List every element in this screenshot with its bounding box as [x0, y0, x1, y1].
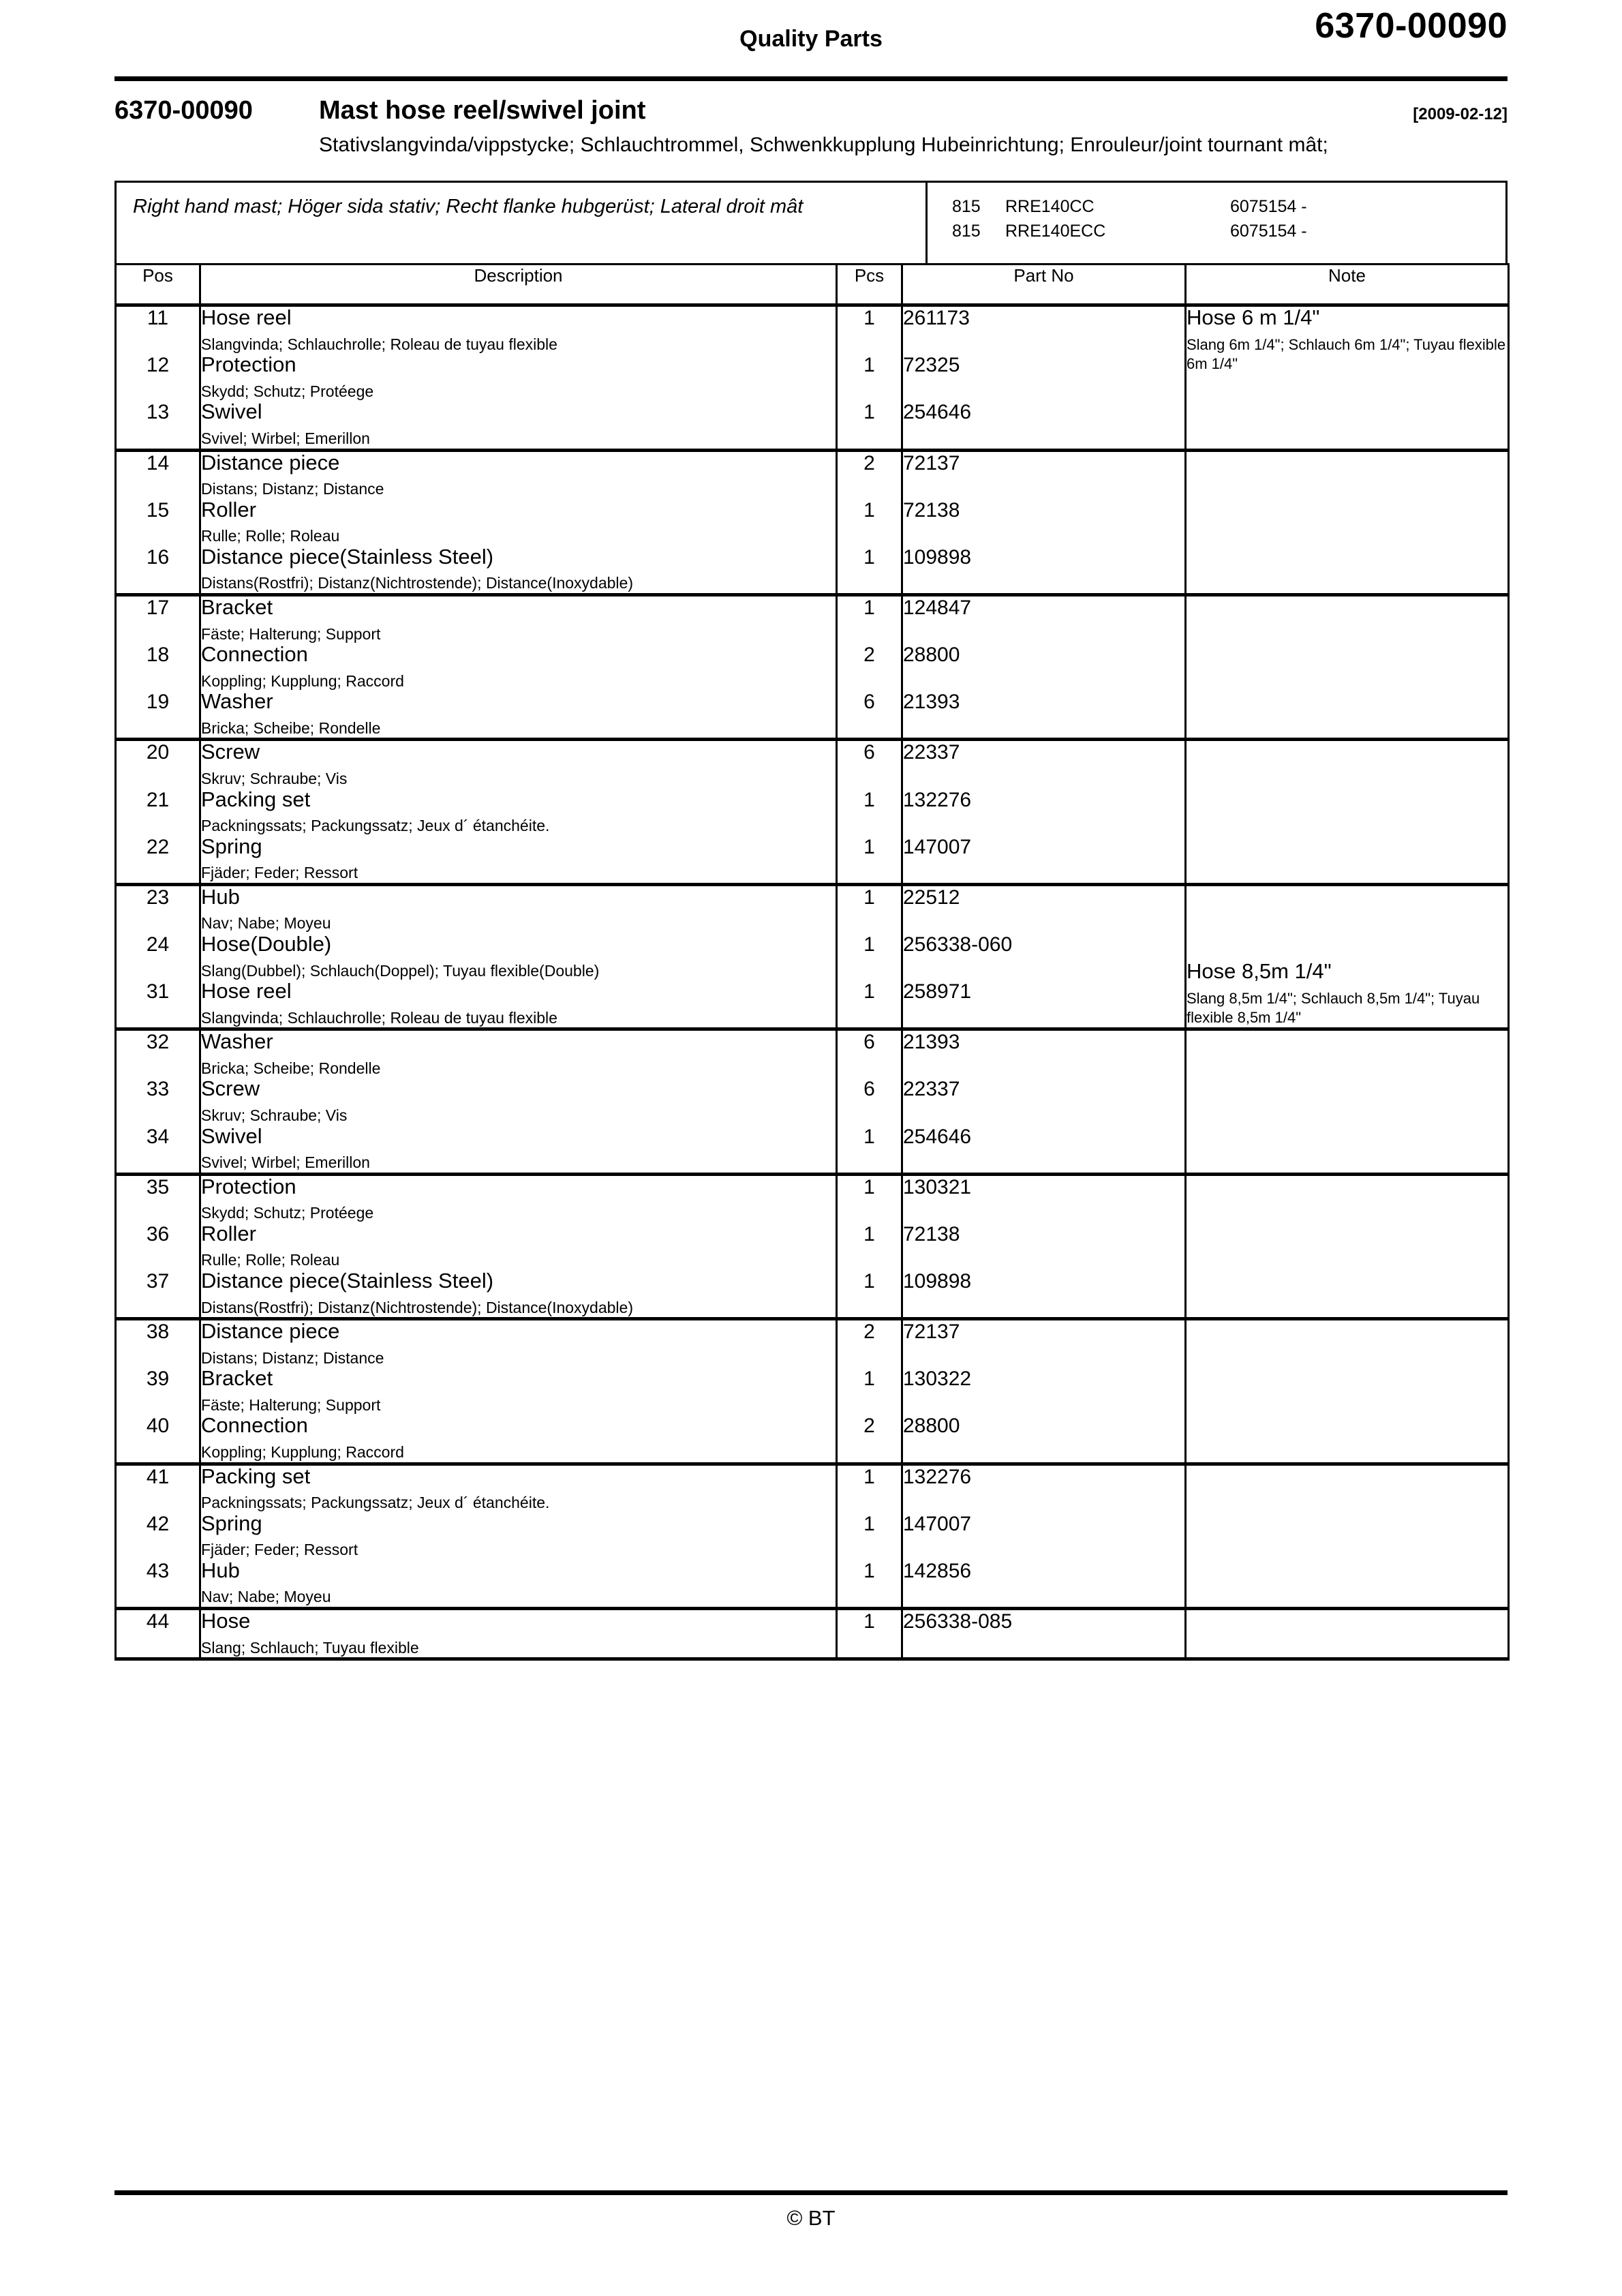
cell-part-number: 72325 [902, 354, 1186, 401]
page-title: Mast hose reel/swivel joint [319, 96, 646, 125]
description-translations: Svivel; Wirbel; Emerillon [201, 1153, 370, 1172]
cell-pos: 11 [116, 305, 200, 354]
cell-pcs: 1 [837, 933, 902, 980]
description-translations: Bricka; Scheibe; Rondelle [201, 1059, 381, 1077]
cell-part-number: 21393 [902, 1029, 1186, 1078]
variant-description: Right hand mast; Höger sida stativ; Recht flanke hubgerüst; Lateral droit mât [117, 183, 928, 263]
description-primary: Hose reel [201, 305, 292, 330]
cell-pcs: 1 [837, 1174, 902, 1223]
cell-description [200, 933, 837, 980]
description-primary: Protection [201, 1174, 296, 1198]
title-subtitle-translations: Stativslangvinda/vippstycke; Schlauchtrommel, Schwenkkupplung Hubeinrichtung; Enrouleur/joint tournant mât; [319, 134, 1328, 156]
description-translations: Skruv; Schraube; Vis [201, 1106, 348, 1124]
cell-part-number: 130321 [902, 1174, 1186, 1223]
table-row [116, 740, 1509, 789]
cell-pcs: 1 [837, 980, 902, 1029]
cell-note [1186, 884, 1509, 1029]
cell-part-number: 147007 [902, 1513, 1186, 1560]
cell-pcs: 6 [837, 1078, 902, 1125]
cell-pos: 38 [116, 1319, 200, 1368]
cell-pos: 44 [116, 1608, 200, 1659]
note-primary: Hose 8,5m 1/4" [1187, 959, 1332, 984]
description-primary: Hub [201, 884, 240, 909]
title-block [114, 81, 1508, 157]
description-translations: Nav; Nabe; Moyeu [201, 914, 331, 933]
cell-description [200, 644, 837, 691]
cell-pos: 37 [116, 1270, 200, 1319]
cell-pos: 41 [116, 1464, 200, 1513]
description-translations: Rulle; Rolle; Roleau [201, 1251, 340, 1269]
description-translations: Fäste; Halterung; Support [201, 624, 381, 643]
description-translations: Fäste; Halterung; Support [201, 1395, 381, 1414]
table-row [116, 1464, 1509, 1513]
cell-description [200, 691, 837, 740]
cell-pos: 34 [116, 1126, 200, 1175]
cell-pos: 32 [116, 1029, 200, 1078]
cell-part-number: 124847 [902, 595, 1186, 644]
description-translations: Fjäder; Feder; Ressort [201, 864, 358, 882]
parts-table [114, 263, 1510, 1661]
parts-table-header-row [116, 265, 1509, 305]
cell-pcs: 6 [837, 691, 902, 740]
cell-part-number: 21393 [902, 691, 1186, 740]
cell-description [200, 1415, 837, 1464]
description-translations: Svivel; Wirbel; Emerillon [201, 429, 370, 448]
cell-description [200, 1560, 837, 1609]
description-primary: Bracket [201, 595, 273, 620]
cell-pcs: 2 [837, 644, 902, 691]
description-primary: Spring [201, 1511, 262, 1535]
variant-model-row [952, 195, 1505, 220]
table-row [116, 305, 1509, 354]
cell-pcs: 1 [837, 499, 902, 546]
cell-part-number: 72137 [902, 1319, 1186, 1368]
description-translations: Distans; Distanz; Distance [201, 1348, 384, 1367]
cell-description [200, 450, 837, 499]
description-primary: Roller [201, 1221, 256, 1245]
cell-pcs: 1 [837, 1223, 902, 1270]
cell-description [200, 980, 837, 1029]
running-header-document-number: 6370-00090 [1315, 6, 1508, 46]
cell-description [200, 595, 837, 644]
description-translations: Packningssats; Packungssatz; Jeux d´ étanchéite. [201, 817, 550, 835]
cell-pos: 12 [116, 354, 200, 401]
cell-pos: 36 [116, 1223, 200, 1270]
description-primary: Packing set [201, 1464, 311, 1488]
cell-pos: 33 [116, 1078, 200, 1125]
cell-part-number: 22337 [902, 1078, 1186, 1125]
cell-pcs: 1 [837, 1368, 902, 1415]
cell-note [1186, 305, 1509, 450]
cell-pos: 22 [116, 836, 200, 885]
cell-description [200, 354, 837, 401]
description-translations: Slang; Schlauch; Tuyau flexible [201, 1638, 419, 1657]
cell-part-number: 258971 [902, 980, 1186, 1029]
running-header [114, 0, 1508, 76]
cell-pos: 23 [116, 884, 200, 933]
variant-model-serial: 6075154 - [1230, 221, 1307, 241]
description-translations: Distans(Rostfri); Distanz(Nichtrostende); Distance(Inoxydable) [201, 574, 633, 592]
description-translations: Koppling; Kupplung; Raccord [201, 671, 404, 690]
cell-part-number: 72138 [902, 499, 1186, 546]
cell-pcs: 1 [837, 1560, 902, 1609]
cell-part-number: 130322 [902, 1368, 1186, 1415]
cell-part-number: 147007 [902, 836, 1186, 885]
cell-note [1186, 1174, 1509, 1318]
cell-part-number: 256338-085 [902, 1608, 1186, 1659]
note-primary: Hose 6 m 1/4" [1187, 305, 1320, 330]
cell-description [200, 789, 837, 836]
description-primary: Screw [201, 740, 260, 764]
cell-pcs: 1 [837, 546, 902, 595]
cell-pos: 19 [116, 691, 200, 740]
cell-note [1186, 1464, 1509, 1608]
cell-part-number: 22337 [902, 740, 1186, 789]
cell-note [1186, 1608, 1509, 1659]
title-code: 6370-00090 [114, 96, 253, 125]
cell-description [200, 1270, 837, 1319]
cell-pcs: 1 [837, 1126, 902, 1175]
description-primary: Hose(Double) [201, 932, 332, 956]
cell-pcs: 1 [837, 836, 902, 885]
cell-part-number: 132276 [902, 1464, 1186, 1513]
cell-description [200, 1608, 837, 1659]
running-header-title: Quality Parts [739, 26, 883, 52]
cell-pos: 13 [116, 401, 200, 450]
cell-description [200, 740, 837, 789]
description-translations: Nav; Nabe; Moyeu [201, 1588, 331, 1606]
cell-part-number: 254646 [902, 1126, 1186, 1175]
parts-table-wrapper [114, 181, 1508, 1661]
column-header-part-no: Part No [902, 265, 1186, 305]
description-primary: Protection [201, 352, 296, 377]
description-primary: Roller [201, 497, 256, 522]
cell-description [200, 836, 837, 885]
variant-model-code: RRE140CC [1005, 197, 1095, 217]
cell-pos: 35 [116, 1174, 200, 1223]
description-translations: Skruv; Schraube; Vis [201, 770, 348, 787]
cell-part-number: 142856 [902, 1560, 1186, 1609]
parts-table-head [116, 265, 1509, 305]
copyright-notice: © BT [786, 2206, 836, 2230]
parts-table-body [116, 305, 1509, 1659]
cell-description [200, 1223, 837, 1270]
cell-note [1186, 1319, 1509, 1464]
table-row [116, 1174, 1509, 1223]
cell-description [200, 1174, 837, 1223]
description-translations: Koppling; Kupplung; Raccord [201, 1442, 404, 1461]
cell-pos: 15 [116, 499, 200, 546]
description-primary: Connection [201, 642, 308, 667]
description-primary: Screw [201, 1076, 260, 1101]
description-translations: Slang(Dubbel); Schlauch(Doppel); Tuyau flexible(Double) [201, 961, 600, 980]
cell-note [1186, 595, 1509, 740]
description-primary: Swivel [201, 1123, 262, 1148]
description-translations: Slangvinda; Schlauchrolle; Roleau de tuyau flexible [201, 335, 557, 353]
revision-date: [2009-02-12] [1413, 105, 1508, 123]
cell-description [200, 546, 837, 595]
cell-part-number: 256338-060 [902, 933, 1186, 980]
cell-pcs: 2 [837, 450, 902, 499]
cell-part-number: 132276 [902, 789, 1186, 836]
table-row [116, 450, 1509, 499]
cell-pos: 17 [116, 595, 200, 644]
description-primary: Connection [201, 1413, 308, 1438]
cell-pos: 39 [116, 1368, 200, 1415]
table-row [116, 1029, 1509, 1078]
description-translations: Packningssats; Packungssatz; Jeux d´ étanchéite. [201, 1494, 550, 1512]
cell-note [1186, 1029, 1509, 1174]
cell-pos: 40 [116, 1415, 200, 1464]
cell-note [1186, 450, 1509, 594]
column-header-description: Description [200, 265, 837, 305]
cell-pos: 18 [116, 644, 200, 691]
cell-part-number: 109898 [902, 546, 1186, 595]
description-primary: Spring [201, 834, 262, 858]
description-primary: Distance piece [201, 450, 340, 474]
description-primary: Hose [201, 1608, 251, 1633]
table-row [116, 1319, 1509, 1368]
note-translations: Slang 6m 1/4"; Schlauch 6m 1/4"; Tuyau flexible 6m 1/4" [1187, 335, 1506, 372]
cell-description [200, 884, 837, 933]
cell-description [200, 1123, 837, 1175]
column-header-pcs: Pcs [837, 265, 902, 305]
description-primary: Distance piece(Stainless Steel) [201, 544, 494, 569]
description-primary: Distance piece(Stainless Steel) [201, 1269, 494, 1293]
description-translations: Distans(Rostfri); Distanz(Nichtrostende); Distance(Inoxydable) [201, 1298, 633, 1316]
variant-model-serial: 6075154 - [1230, 197, 1307, 217]
cell-pcs: 1 [837, 1513, 902, 1560]
description-primary: Packing set [201, 787, 311, 811]
cell-pcs: 1 [837, 1464, 902, 1513]
cell-part-number: 72137 [902, 450, 1186, 499]
description-translations: Distans; Distanz; Distance [201, 480, 384, 498]
description-primary: Washer [201, 689, 273, 714]
cell-description [200, 1464, 837, 1513]
variant-model-num: 815 [952, 197, 981, 217]
cell-pcs: 1 [837, 789, 902, 836]
cell-description [200, 1319, 837, 1368]
note-translations: Slang 8,5m 1/4"; Schlauch 8,5m 1/4"; Tuyau flexible 8,5m 1/4" [1187, 989, 1480, 1027]
cell-part-number: 28800 [902, 644, 1186, 691]
variant-applicability-box [114, 181, 1508, 263]
cell-note [1186, 740, 1509, 884]
description-primary: Hub [201, 1558, 240, 1582]
cell-pcs: 1 [837, 401, 902, 450]
cell-pos: 42 [116, 1513, 200, 1560]
description-translations: Fjäder; Feder; Ressort [201, 1541, 358, 1559]
footer-divider-rule [114, 2190, 1508, 2195]
cell-part-number: 261173 [902, 305, 1186, 354]
description-translations: Slangvinda; Schlauchrolle; Roleau de tuyau flexible [201, 1008, 557, 1027]
cell-part-number: 254646 [902, 401, 1186, 450]
cell-description [200, 1029, 837, 1078]
cell-part-number: 109898 [902, 1270, 1186, 1319]
cell-description [200, 1513, 837, 1560]
cell-pcs: 2 [837, 1415, 902, 1464]
cell-pcs: 6 [837, 1029, 902, 1078]
cell-pcs: 1 [837, 595, 902, 644]
cell-pcs: 1 [837, 1608, 902, 1659]
cell-description [200, 1368, 837, 1415]
description-primary: Bracket [201, 1366, 273, 1391]
page-footer [114, 2190, 1508, 2231]
cell-pos: 21 [116, 789, 200, 836]
description-translations: Skydd; Schutz; Protéege [201, 382, 374, 400]
column-header-note: Note [1186, 265, 1509, 305]
cell-pos: 20 [116, 740, 200, 789]
description-primary: Washer [201, 1029, 273, 1054]
description-primary: Distance piece [201, 1319, 340, 1344]
description-translations: Skydd; Schutz; Protéege [201, 1204, 374, 1222]
cell-part-number: 28800 [902, 1415, 1186, 1464]
column-header-pos: Pos [116, 265, 200, 305]
table-row [116, 595, 1509, 644]
cell-description [200, 305, 837, 354]
variant-model-row [952, 220, 1505, 244]
cell-pcs: 1 [837, 884, 902, 933]
description-primary: Swivel [201, 399, 262, 424]
cell-description [200, 401, 837, 450]
cell-pcs: 1 [837, 1270, 902, 1319]
description-primary: Hose reel [201, 979, 292, 1003]
cell-pcs: 6 [837, 740, 902, 789]
cell-description [200, 499, 837, 546]
cell-pos: 43 [116, 1560, 200, 1609]
title-row [114, 96, 1508, 125]
description-translations: Rulle; Rolle; Roleau [201, 527, 340, 545]
description-translations: Bricka; Scheibe; Rondelle [201, 719, 381, 737]
variant-model-list [928, 183, 1505, 263]
cell-pos: 14 [116, 450, 200, 499]
cell-pcs: 1 [837, 354, 902, 401]
cell-pos: 16 [116, 546, 200, 595]
table-row [116, 1608, 1509, 1659]
variant-model-num: 815 [952, 221, 981, 241]
cell-pcs: 1 [837, 305, 902, 354]
cell-description [200, 1078, 837, 1125]
header-divider-rule [114, 76, 1508, 81]
table-row [116, 884, 1509, 933]
variant-model-code: RRE140ECC [1005, 221, 1106, 241]
cell-pos: 24 [116, 933, 200, 980]
cell-pos: 31 [116, 980, 200, 1029]
cell-part-number: 72138 [902, 1223, 1186, 1270]
cell-part-number: 22512 [902, 884, 1186, 933]
cell-pcs: 2 [837, 1319, 902, 1368]
